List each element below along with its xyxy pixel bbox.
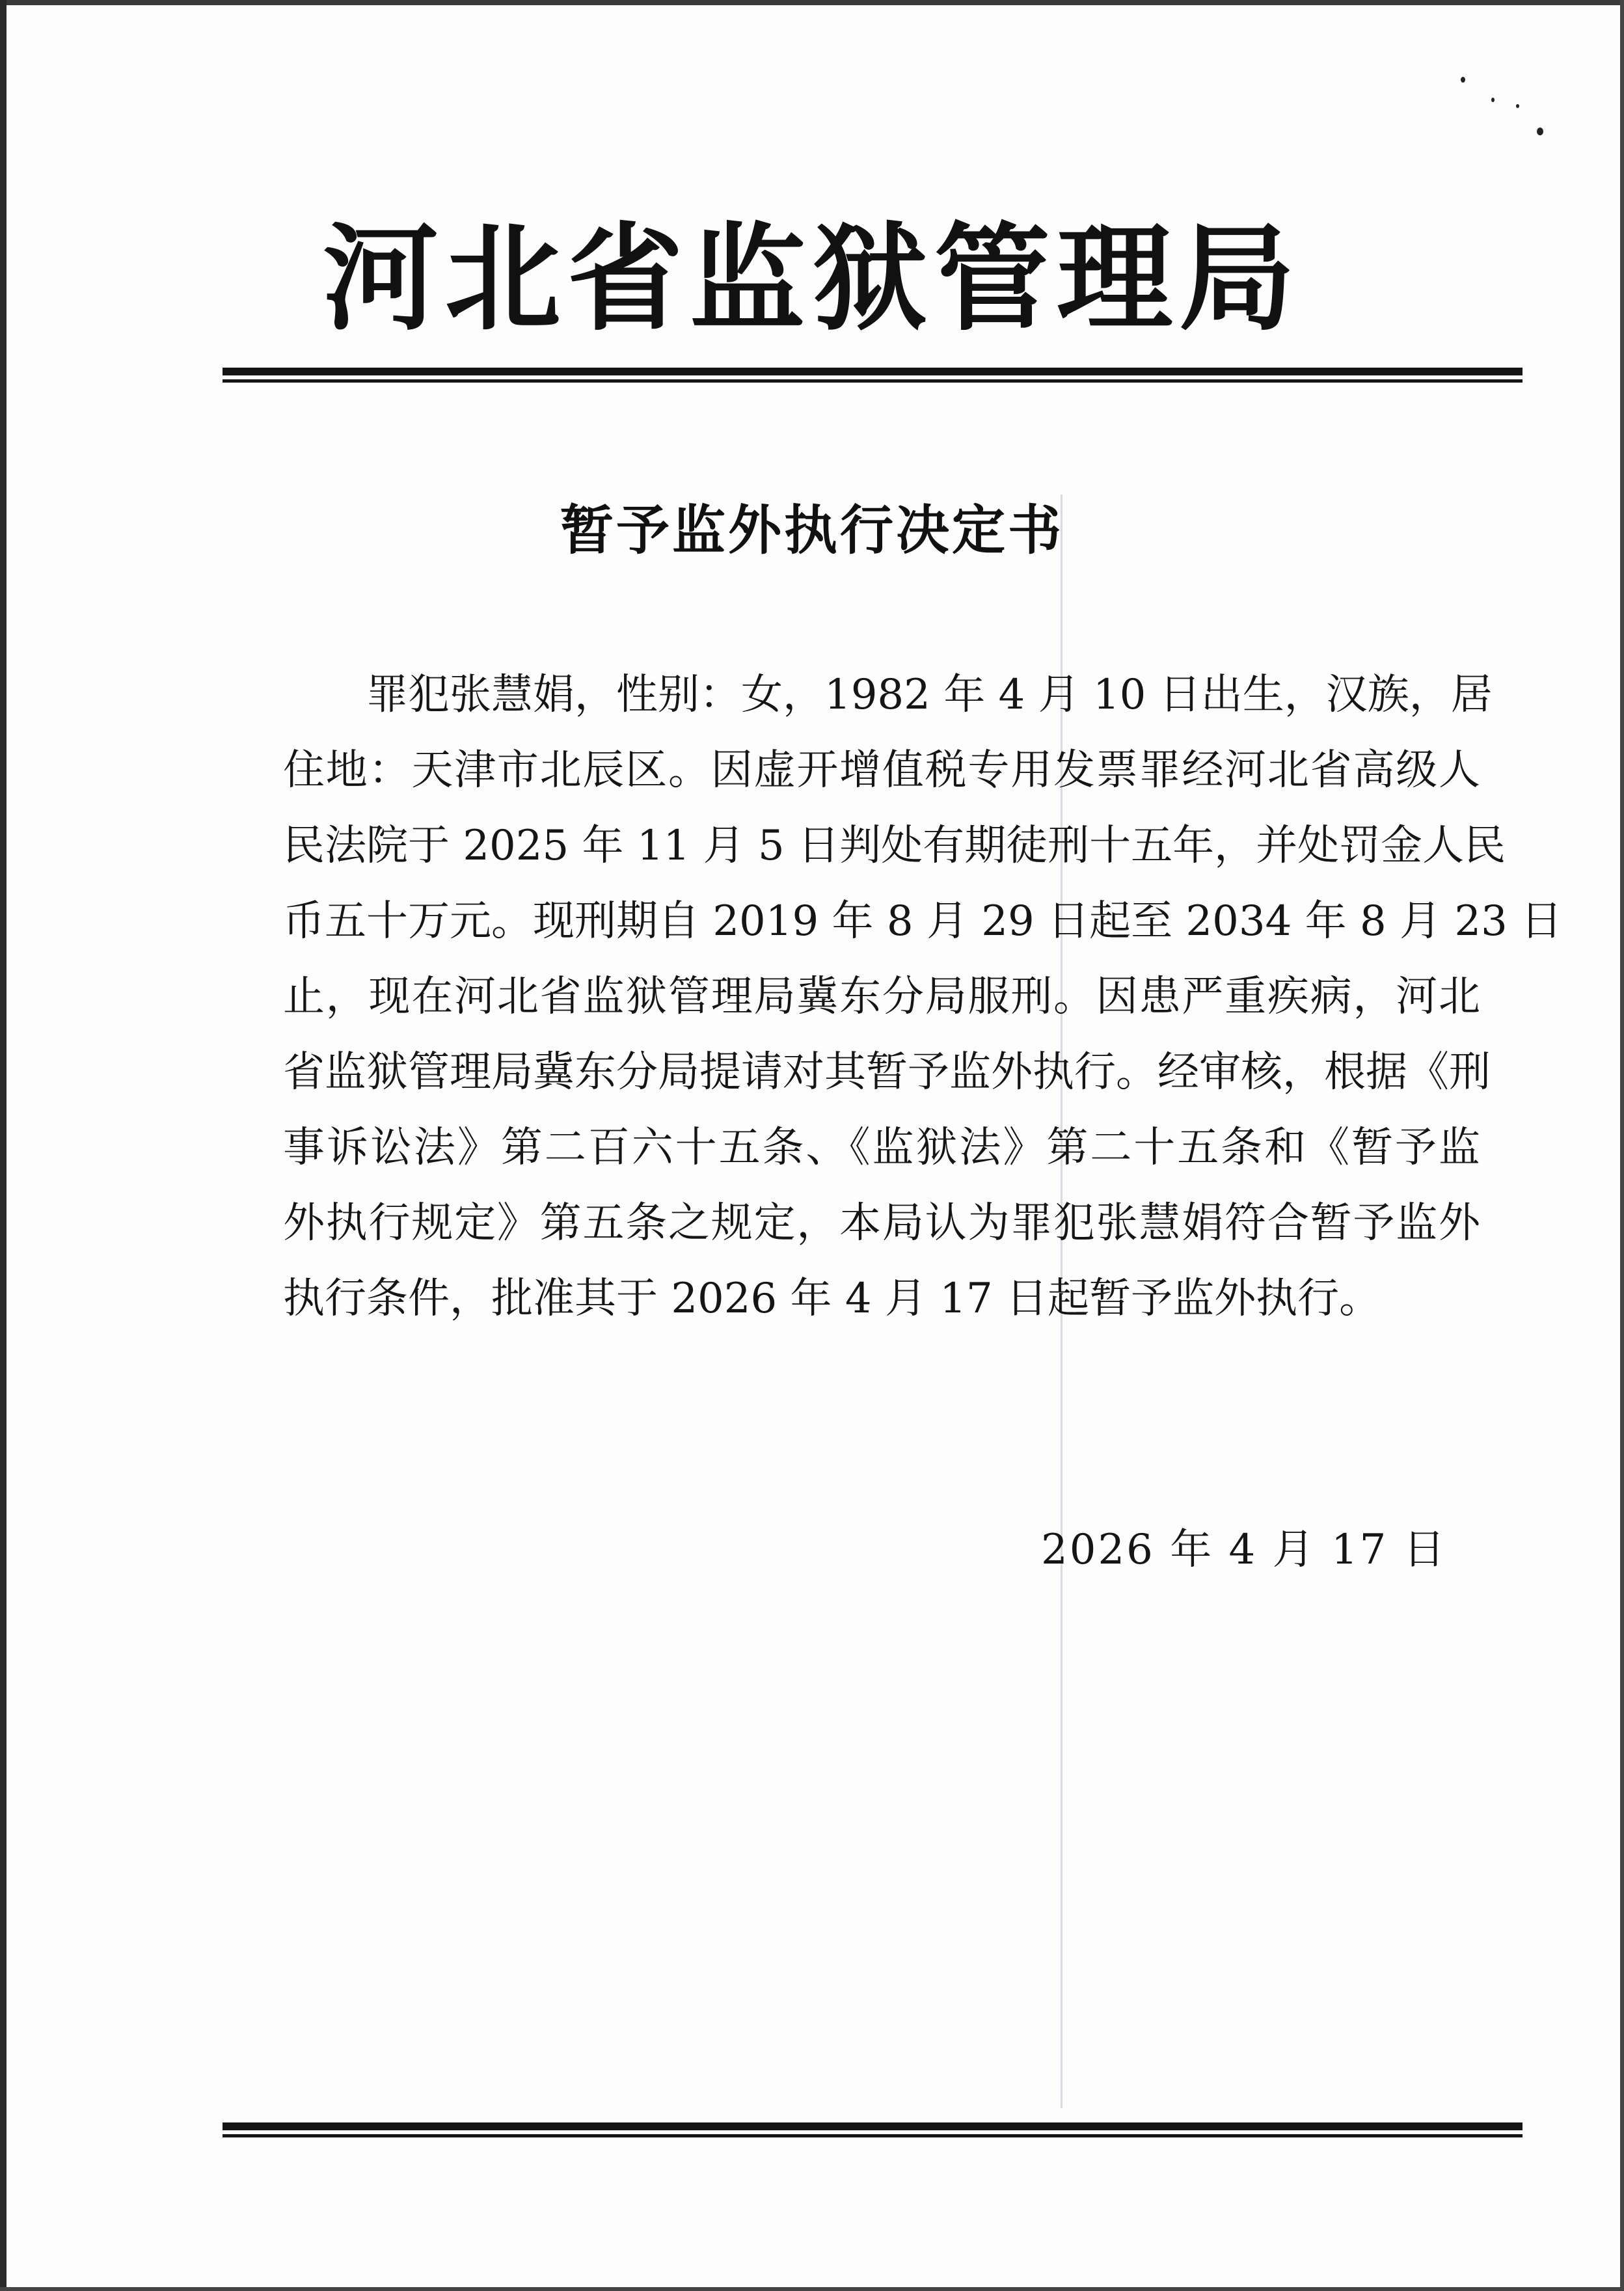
document-title: 暂予监外执行决定书 <box>560 500 1064 562</box>
body-line: 民法院于 2025 年 11 月 5 日判处有期徒刑十五年，并处罚金人民 <box>283 822 1506 870</box>
body-line: 省监狱管理局冀东分局提请对其暂予监外执行。经审核，根据《刑 <box>283 1048 1491 1096</box>
body-line: 住地：天津市北辰区。因虚开增值税专用发票罪经河北省高级人 <box>283 746 1480 794</box>
scan-edge-left <box>0 0 7 2291</box>
header-divider <box>223 368 1522 383</box>
body-line: 币五十万元。现刑期自 2019 年 8 月 29 日起至 2034 年 8 月 23 日 <box>283 897 1563 945</box>
issue-date: 2026 年 4 月 17 日 <box>1041 1526 1447 1574</box>
scan-speck <box>1516 104 1519 108</box>
scan-speck <box>1491 98 1495 102</box>
body-line: 事诉讼法》第二百六十五条、《监狱法》第二十五条和《暂予监 <box>283 1124 1480 1172</box>
scan-edge-bottom <box>0 2287 1624 2291</box>
scan-edge-right <box>1620 0 1624 2291</box>
issuing-organization-heading: 河北省监狱管理局 <box>323 211 1301 346</box>
body-line: 止，现在河北省监狱管理局冀东分局服刑。因患严重疾病，河北 <box>283 973 1480 1021</box>
scan-speck <box>1537 128 1543 135</box>
body-line: 执行条件，批准其于 2026 年 4 月 17 日起暂予监外执行。 <box>283 1275 1381 1323</box>
decision-body <box>283 657 1563 1336</box>
scan-speck <box>1461 77 1465 83</box>
scan-edge-top <box>0 0 1624 5</box>
footer-divider <box>223 2122 1522 2137</box>
body-line: 外执行规定》第五条之规定，本局认为罪犯张慧娟符合暂予监外 <box>283 1199 1480 1247</box>
body-line: 罪犯张慧娟，性别：女，1982 年 4 月 10 日出生，汉族，居 <box>366 671 1493 719</box>
